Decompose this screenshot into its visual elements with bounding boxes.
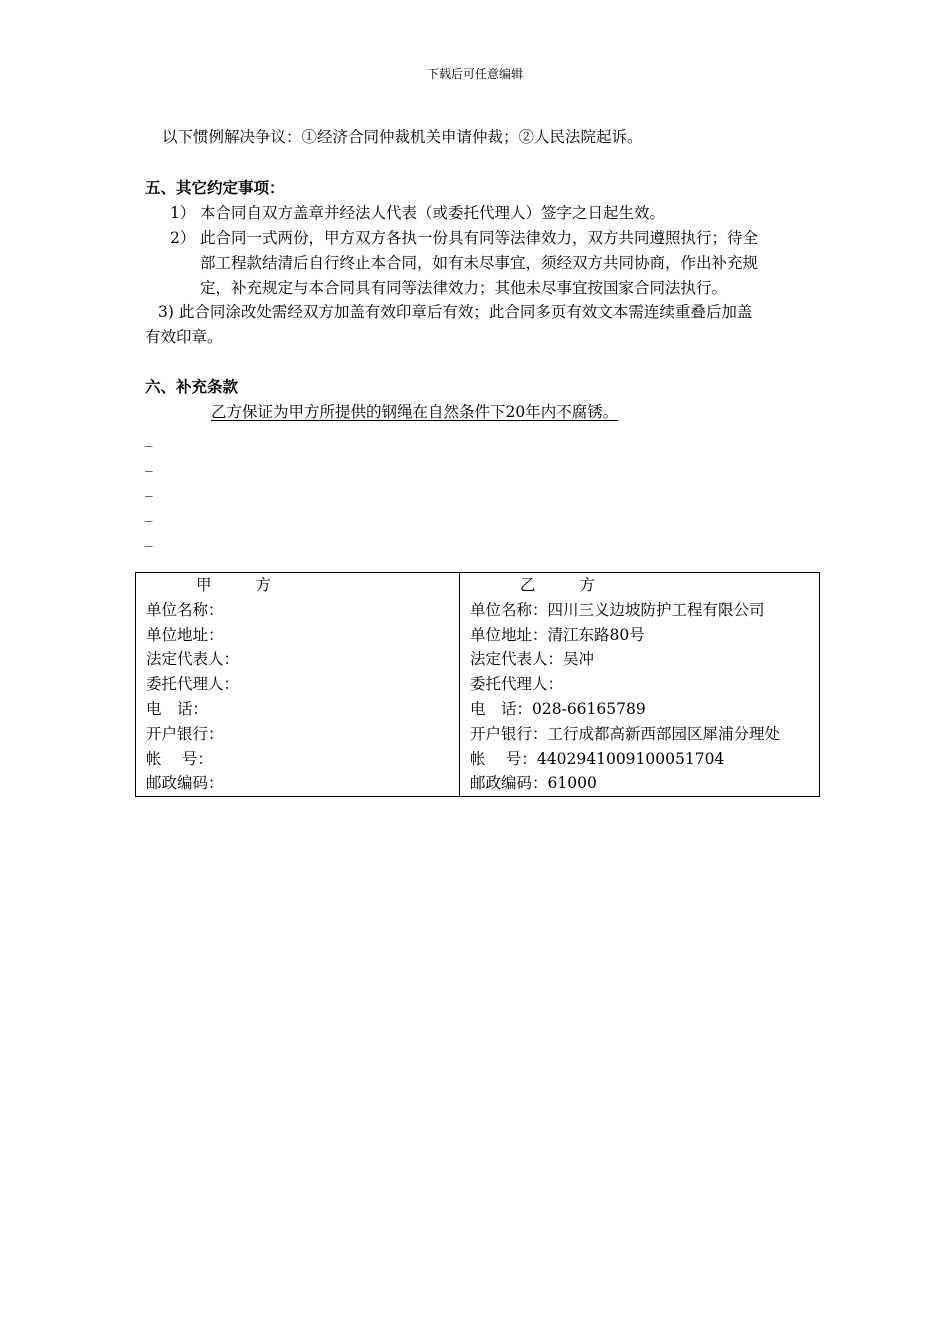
party-b-legal-rep: 法定代表人：吴冲: [470, 650, 595, 669]
party-a-unit-name: 单位名称：: [146, 600, 224, 619]
party-b-bank: 开户银行：工行成都高新西部园区犀浦分理处: [470, 724, 781, 743]
blank-line-mark: _: [145, 479, 153, 497]
party-b-account: 帐 号：4402941009100051704: [470, 749, 725, 768]
party-a-agent: 委托代理人：: [146, 675, 240, 694]
clause-text: 乙方保证为甲方所提供的钢绳在自然条件下20年内不腐锈。: [211, 403, 619, 421]
party-a-unit-address: 单位地址：: [146, 625, 224, 644]
section-5-item-2-line-2: 部工程款结清后自行终止本合同，如有未尽事宜，须经双方共同协商，作出补充规: [200, 254, 759, 272]
blank-line-mark: _: [145, 454, 153, 472]
item-text: 本合同自双方盖章并经法人代表（或委托代理人）签字之日起生效。: [200, 204, 666, 222]
party-a-cell: [136, 573, 460, 797]
party-b-unit-address: 单位地址：清江东路80号: [470, 625, 645, 644]
party-a-account: 帐 号：: [146, 749, 213, 768]
dispute-resolution-text: 以下惯例解决争议：①经济合同仲裁机关申请仲裁；②人民法院起诉。: [162, 128, 643, 146]
page-header: 下载后可任意编辑: [426, 67, 523, 81]
party-b-phone: 电 话：028-66165789: [470, 699, 646, 718]
item-number: 2）: [170, 229, 196, 247]
party-a-phone: 电 话：: [146, 699, 209, 718]
section-5-title: 五、其它约定事项：: [145, 178, 285, 197]
party-a-legal-rep: 法定代表人：: [146, 650, 240, 669]
party-b-unit-name: 单位名称：四川三义边坡防护工程有限公司: [470, 600, 765, 619]
party-b-cell: [460, 573, 820, 797]
section-5-item-2-line-1: [170, 228, 758, 248]
section-5-item-3-line-2: 有效印章。: [145, 328, 223, 346]
party-a-title: 甲 方: [196, 576, 272, 594]
party-a-bank: 开户银行：: [146, 724, 224, 743]
clause-indent: [145, 402, 211, 422]
section-6-title: 六、补充条款: [145, 377, 239, 396]
party-b-agent: 委托代理人：: [470, 675, 564, 694]
section-5-item-2-line-3: 定，补充规定与本合同具有同等法律效力；其他未尽事宜按国家合同法执行。: [200, 279, 728, 297]
section-5-item-1: [170, 203, 665, 223]
blank-line-mark: _: [145, 529, 153, 547]
party-a-postcode: 邮政编码：: [146, 774, 224, 793]
party-b-title: 乙 方: [520, 576, 596, 594]
item-number: 1）: [170, 204, 196, 222]
section-5-item-3-line-1: 3) 此合同涂改处需经双方加盖有效印章后有效；此合同多页有效文本需连续重叠后加盖: [158, 303, 753, 321]
parties-table: [135, 572, 820, 797]
supplementary-clause: [145, 402, 618, 422]
item-text: 此合同一式两份，甲方双方各执一份具有同等法律效力，双方共同遵照执行；待全: [200, 229, 759, 247]
blank-line-mark: _: [145, 429, 153, 447]
blank-line-mark: _: [145, 504, 153, 522]
party-b-postcode: 邮政编码：61000: [470, 774, 597, 793]
